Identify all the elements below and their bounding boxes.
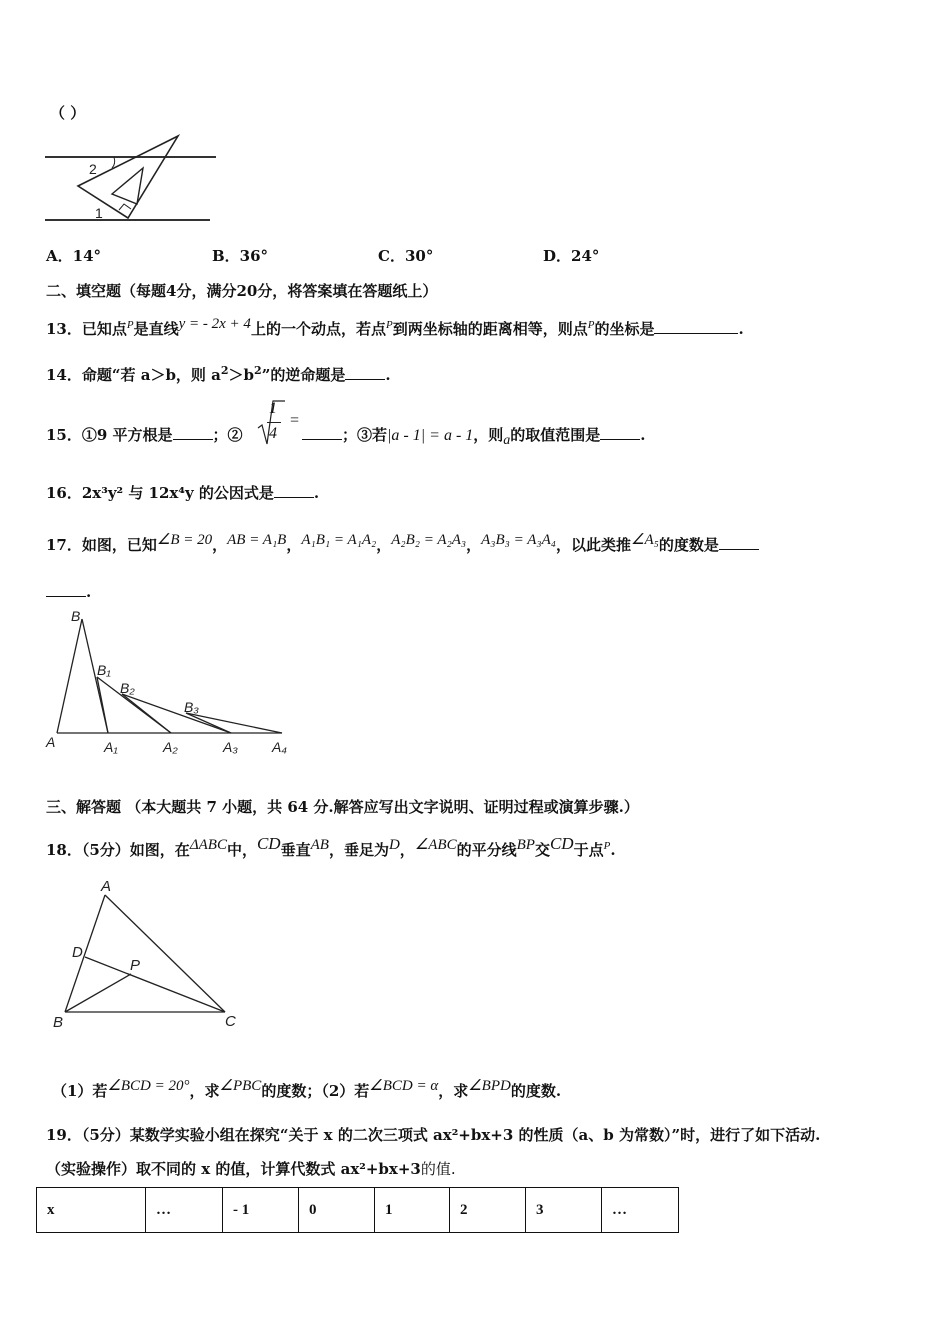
angle-2-arc — [112, 157, 115, 168]
q18-end: . — [610, 841, 616, 859]
table-cell: … — [146, 1188, 223, 1233]
q15-text-5: 的取值范围是 — [510, 426, 601, 444]
q14-sup-2: 2 — [254, 364, 262, 377]
right-angle-mark — [119, 204, 131, 210]
experiment-tail: 的值. — [420, 1160, 456, 1178]
q15-end: . — [640, 426, 646, 444]
ask-2: ，求 — [438, 1082, 469, 1100]
abs-equation: |a - 1| = a - 1 — [387, 427, 474, 444]
point-p: P — [126, 319, 134, 331]
segment-cd: CD — [549, 834, 574, 853]
target-angle: ∠A₅ — [631, 532, 659, 548]
q16-end: . — [313, 484, 320, 502]
label-a: A — [46, 734, 56, 750]
table-cell: 1 — [375, 1188, 450, 1233]
q14-text-1: 14．命题“若 a＞b，则 a — [46, 366, 221, 384]
segment-cd — [85, 957, 225, 1012]
label-a2: A₂ — [163, 739, 178, 755]
q15-text-1: 9 平方根是 — [96, 426, 173, 444]
triangle-abc: ΔABC — [189, 837, 227, 853]
section-3-heading: 三、解答题 （本大题共 7 小题，共 64 分.解答应写出文字说明、证明过程或演算步骤.） — [46, 798, 639, 816]
q18-text-7: 于点 — [573, 841, 604, 859]
table-cell: 0 — [299, 1188, 375, 1233]
angle-b: ∠B = 20 — [156, 532, 213, 548]
segment-ab: AB — [310, 837, 329, 853]
var-a: a — [503, 433, 511, 448]
equation-3: A₂B₂ = A₂A₃ — [391, 532, 467, 548]
q13-text-3: 到两坐标轴的距离相等，则点 — [392, 320, 588, 338]
q12-figure — [40, 130, 225, 230]
q17-end: . — [86, 583, 92, 601]
question-19-line-1: 19．（5分）某数学实验小组在探究“关于 x 的二次三项式 ax²+bx+3 的性质（a、b 为常数）”时，进行了如下活动. — [46, 1126, 821, 1144]
point-d: D — [388, 837, 400, 853]
label-b: B — [71, 608, 81, 624]
table-row — [37, 1188, 679, 1233]
question-17-line-2 — [46, 582, 91, 601]
table-cell: 3 — [526, 1188, 602, 1233]
angle-label-1: 1 — [95, 205, 103, 221]
angle-abc: ∠ABC — [414, 837, 457, 853]
sqrt-equals: = — [289, 412, 300, 429]
segment-a1b1 — [97, 677, 108, 733]
label-b2: B₂ — [120, 680, 135, 696]
answer-blank[interactable] — [654, 319, 738, 334]
label-d: D — [72, 944, 83, 961]
answer-blank[interactable] — [173, 425, 213, 440]
question-14 — [46, 364, 391, 385]
table-cell: - 1 — [223, 1188, 299, 1233]
label-a1: A₁ — [104, 739, 118, 755]
q15-text-4: ，则 — [473, 426, 504, 444]
answer-blank[interactable] — [345, 365, 385, 380]
question-13 — [46, 316, 744, 339]
label-b: B — [53, 1014, 64, 1031]
equation-1: AB = A₁B — [227, 532, 287, 548]
equation-2: A₁B₁ = A₁A₂ — [301, 532, 377, 548]
table-cell: 2 — [450, 1188, 526, 1233]
question-18 — [46, 834, 616, 860]
segment-a3b3 — [186, 713, 231, 733]
fraction-bar — [267, 422, 281, 423]
q17-number: 17．如图，已知 — [46, 536, 157, 554]
segment-bp — [65, 974, 131, 1012]
question-17: 17．如图，已知$^{\angle B = 20}$，$^{AB = A_1B}$，$^{A_1B_1 = A_1A_2}$，$^{A_2B_2 = A_2A_3}$，$^{A_3B_3 = A_3A_4}$，以此类推$^{\angle A_5}$的度数是 — [46, 530, 759, 555]
segment-bp: BP — [516, 837, 535, 853]
q17-figure — [40, 605, 300, 760]
label-c: C — [225, 1013, 236, 1030]
section-2-heading: 二、填空题（每题4分，满分20分，将答案填在答题纸上） — [46, 282, 438, 300]
q13-text-1: 是直线 — [133, 320, 179, 338]
answer-blank[interactable] — [274, 483, 314, 498]
label-p: P — [130, 957, 141, 974]
angle-bcd-alpha: ∠BCD = α — [369, 1078, 439, 1094]
q18-text-3: ，垂足为 — [328, 841, 389, 859]
q18-text-5: 的平分线 — [456, 841, 517, 859]
q18-text-6: 交 — [534, 841, 550, 859]
q14-end: . — [385, 366, 391, 384]
option-a[interactable]: A．14° — [46, 247, 102, 265]
question-15 — [46, 424, 243, 445]
label-b3: B₃ — [184, 699, 199, 715]
table-cell: … — [602, 1188, 679, 1233]
set-square-outer — [78, 136, 178, 218]
label-a: A — [101, 878, 112, 895]
option-b[interactable]: B．36° — [212, 247, 269, 265]
q17-text-2: 的度数是 — [658, 536, 719, 554]
q13-number: 13．已知点 — [46, 320, 127, 338]
answer-paren: （ ） — [50, 104, 86, 122]
ask-1: ，求 — [189, 1082, 220, 1100]
sqrt-fraction-numerator: 1 — [269, 400, 277, 417]
segment-b2a3 — [122, 694, 231, 733]
segment-a2b2 — [122, 694, 171, 733]
side-ab — [65, 895, 105, 1012]
sqrt-fraction-denominator: 4 — [269, 425, 277, 442]
segment-cd: CD — [256, 834, 281, 853]
point-p: P — [587, 319, 595, 331]
q15-number: 15．① — [46, 426, 97, 444]
q16-text: 16．2x³y² 与 12x⁴y 的公因式是 — [46, 484, 274, 502]
label-a3: A₃ — [223, 739, 238, 755]
q18-text-4: ， — [399, 841, 415, 859]
q14-text-2: ＞b — [228, 366, 255, 384]
side-ac — [105, 895, 225, 1012]
label-b1: B₁ — [97, 662, 111, 678]
table-cell: x — [37, 1188, 146, 1233]
q13-text-4: 的坐标是 — [594, 320, 655, 338]
angle-label-2: 2 — [89, 161, 97, 177]
point-p: P — [603, 840, 611, 852]
question-15-cont — [302, 424, 646, 449]
answer-blank[interactable] — [46, 582, 86, 597]
q14-text-3: ”的逆命题是 — [261, 366, 346, 384]
answer-blank[interactable] — [600, 425, 640, 440]
q15-text-3: ；③若 — [342, 426, 388, 444]
q18-text-1: 中， — [226, 841, 257, 859]
question-16 — [46, 482, 319, 503]
q17-text-1: ，以此类推 — [556, 536, 632, 554]
set-square-inner — [112, 168, 143, 204]
q18-number: 18．（5分）如图，在 — [46, 841, 190, 859]
experiment-text: （实验操作）取不同的 x 的值，计算代数式 ax²+bx+3 — [46, 1160, 421, 1178]
option-c[interactable]: C．30° — [378, 247, 434, 265]
degree-end: 的度数. — [510, 1082, 562, 1100]
value-table — [36, 1187, 679, 1233]
label-a4: A₄ — [272, 739, 287, 755]
angle-bpd: ∠BPD — [468, 1078, 511, 1094]
question-18-parts — [52, 1076, 561, 1101]
q18-text-2: 垂直 — [280, 841, 311, 859]
angle-pbc: ∠PBC — [219, 1078, 262, 1094]
question-19-line-2 — [46, 1158, 456, 1179]
part-2-label: 的度数；（2）若 — [261, 1082, 370, 1100]
part-1-label: （1）若 — [52, 1082, 108, 1100]
segment-b3a4 — [186, 713, 282, 733]
answer-blank[interactable] — [719, 535, 759, 550]
point-p: P — [385, 319, 393, 331]
q15-text-2: ；② — [212, 426, 243, 444]
q13-end: . — [738, 320, 744, 338]
option-d[interactable]: D．24° — [543, 247, 600, 265]
answer-blank[interactable] — [302, 425, 342, 440]
line-equation: y = - 2x + 4 — [178, 316, 251, 332]
angle-bcd-20: ∠BCD = 20° — [107, 1078, 190, 1094]
equation-4: A₃B₃ = A₃A₄ — [481, 532, 557, 548]
q14-sup-1: 2 — [220, 364, 229, 377]
segment-ab — [57, 619, 82, 733]
q18-figure — [45, 875, 255, 1035]
q13-text-2: 上的一个动点，若点 — [250, 320, 386, 338]
